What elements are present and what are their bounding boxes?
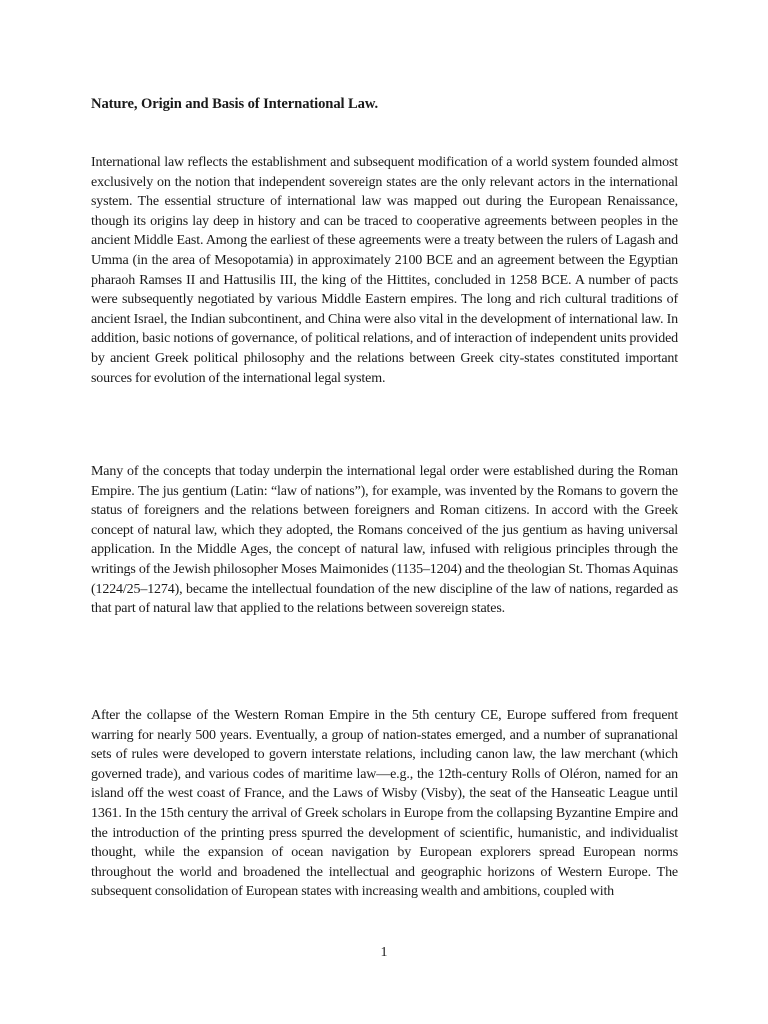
page-number: 1 <box>380 945 388 960</box>
paragraph-origins: International law reflects the establishment and subsequent modification of a world system founded almost exclusively on the notion that independent sovereign states are the only relevant actors in the international system. The essential structure of international law was mapped out during the European Renaissance, though its origins lay deep in history and can be traced to cooperative agreements between peoples in the ancient Middle East. Among the earliest of these agreements were a treaty between the rulers of Lagash and Umma (in the area of Mesopotamia) in approximately 2100 BCE and an agreement between the Egyptian pharaoh Ramses II and Hattusilis III, the king of the Hittites, concluded in 1258 BCE. A number of pacts were subsequently negotiated by various Middle Eastern empires. The long and rich cultural traditions of ancient Israel, the Indian subcontinent, and China were also vital in the development of international law. In addition, basic notions of governance, of political relations, and of interaction of independent units provided by ancient Greek political philosophy and the relations between Greek city-states constituted important sources for evolution of the international legal system. <box>91 155 678 386</box>
paragraph-roman-empire: Many of the concepts that today underpin the international legal order were established during the Roman Empire. The jus gentium (Latin: “law of nations”), for example, was invented by the Romans to govern the status of foreigners and the relations between foreigners and Roman citizens. In accord with the Greek concept of natural law, which they adopted, the Romans conceived of the jus gentium as having universal application. In the Middle Ages, the concept of natural law, infused with religious principles through the writings of the Jewish philosopher Moses Maimonides (1135–1204) and the theologian St. Thomas Aquinas (1224/25–1274), became the intellectual foundation of the new discipline of the law of nations, regarded as that part of natural law that applied to the relations between sovereign states. <box>91 464 678 617</box>
document-title: Nature, Origin and Basis of International Law. <box>91 96 379 112</box>
paragraph-middle-ages: After the collapse of the Western Roman Empire in the 5th century CE, Europe suffered from frequent warring for nearly 500 years. Eventually, a group of nation-states emerged, and a number of supranational sets of rules were developed to govern interstate relations, including canon law, the law merchant (which governed trade), and various codes of maritime law—e.g., the 12th-century Rolls of Oléron, named for an island off the west coast of France, and the Laws of Wisby (Visby), the seat of the Hanseatic League until 1361. In the 15th century the arrival of Greek scholars in Europe from the collapsing Byzantine Empire and the introduction of the printing press spurred the development of scientific, humanistic, and individualist thought, while the expansion of ocean navigation by European explorers spread European norms throughout the world and broadened the intellectual and geographic horizons of Western Europe. The subsequent consolidation of European states with increasing wealth and ambitions, coupled with <box>91 708 678 900</box>
